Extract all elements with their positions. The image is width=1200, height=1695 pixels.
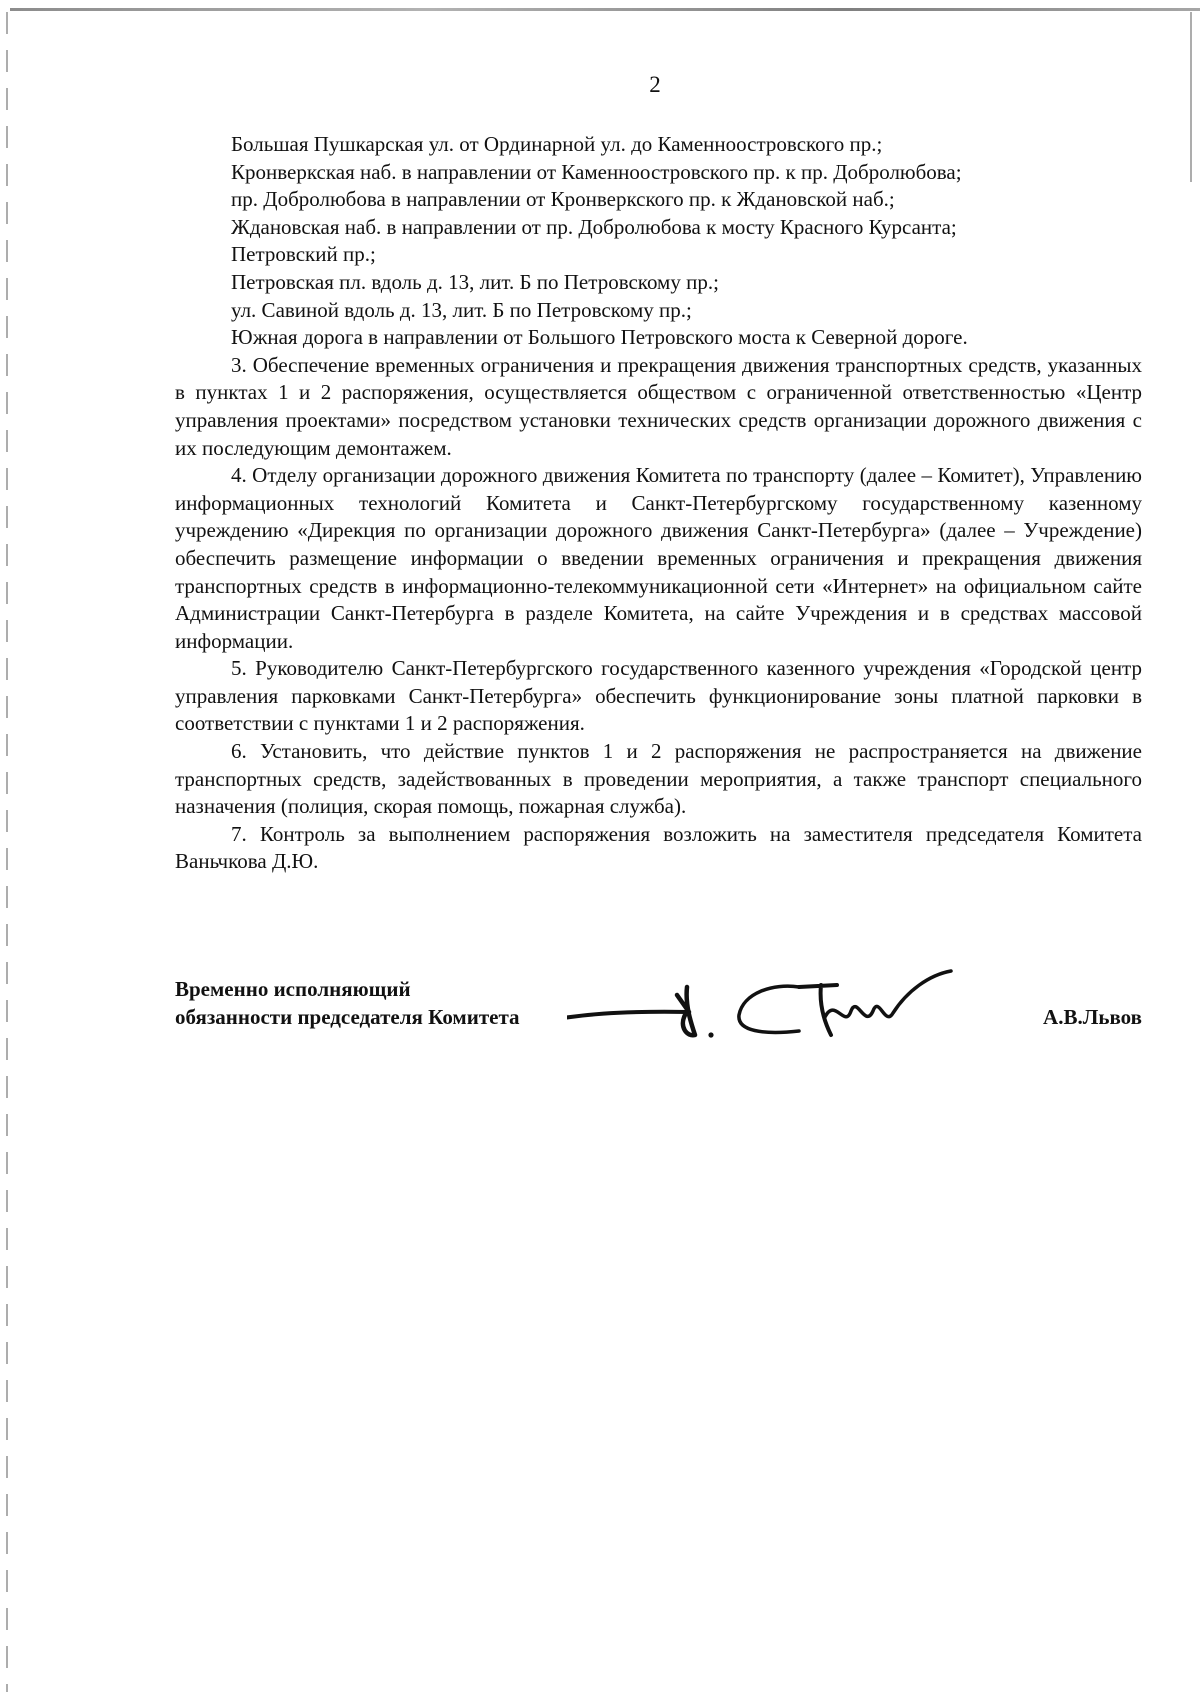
paragraph-3: 3. Обеспечение временных ограничения и прекращения движения транспортных средств, указанных в пунктах 1 и 2 распоряжения, осуществляется обществом с ограниченной ответственностью «Центр управления проектами» посредством установки технических средств организации дорожного движения с их последующим демонтажем. <box>175 352 1142 460</box>
signature-block <box>175 975 1142 1065</box>
street-line: пр. Добролюбова в направлении от Кронверкского пр. к Ждановской наб.; <box>231 187 895 212</box>
street-line: Кронверкская наб. в направлении от Каменноостровского пр. к пр. Добролюбова; <box>231 159 962 184</box>
street-line: Петровский пр.; <box>231 242 376 267</box>
paragraph-6: 6. Установить, что действие пунктов 1 и 2 распоряжения не распространяется на движение транспортных средств, задействованных в проведении мероприятия, а также транспорт специального назначения (полиция, скорая помощь, пожарная служба). <box>175 739 1142 819</box>
street-line: Ждановская наб. в направлении от пр. Добролюбова к мосту Красного Курсанта; <box>231 214 957 239</box>
paragraph-7: 7. Контроль за выполнением распоряжения возложить на заместителя председателя Комитета Ваньчкова Д.Ю. <box>175 821 1142 874</box>
signatory-title <box>175 975 520 1031</box>
street-line: Петровская пл. вдоль д. 13, лит. Б по Петровскому пр.; <box>231 269 719 294</box>
signatory-name: А.В.Львов <box>1043 1005 1142 1029</box>
street-line: Южная дорога в направлении от Большого Петровского моста к Северной дороге. <box>231 325 968 350</box>
paragraph-4: 4. Отделу организации дорожного движения Комитета по транспорту (далее – Комитет), Управлению информационных технологий Комитета и Санкт-Петербургскому государственному казенному учреждению «Дирекция по организации дорожного движения Санкт-Петербурга» (далее – Учреждение) обеспечить размещение информации о введении временных ограничения и прекращения движения транспортных средств в информационно-телекоммуникационной сети «Интернет» на официальном сайте Администрации Санкт-Петербурга в разделе Комитета, на сайте Учреждения и в средствах массовой информации. <box>175 463 1142 653</box>
handwritten-signature <box>567 965 957 1055</box>
signatory-title-line-2: обязанности председателя Комитета <box>175 1005 520 1029</box>
signatory-title-line-1: Временно исполняющий <box>175 977 411 1001</box>
paragraph-5: 5. Руководителю Санкт-Петербургского государственного казенного учреждения «Городской центр управления парковками Санкт-Петербурга» обеспечить функционирование зоны платной парковки в соответствии с пунктами 1 и 2 распоряжения. <box>175 656 1142 736</box>
street-line: ул. Савиной вдоль д. 13, лит. Б по Петровскому пр.; <box>231 297 692 322</box>
page-number: 2 <box>649 72 661 97</box>
document-body <box>175 131 1142 876</box>
street-line: Большая Пушкарская ул. от Ординарной ул. до Каменноостровского пр.; <box>231 132 883 156</box>
scan-edge-top <box>10 8 1200 11</box>
scan-edge-left <box>6 12 8 1692</box>
